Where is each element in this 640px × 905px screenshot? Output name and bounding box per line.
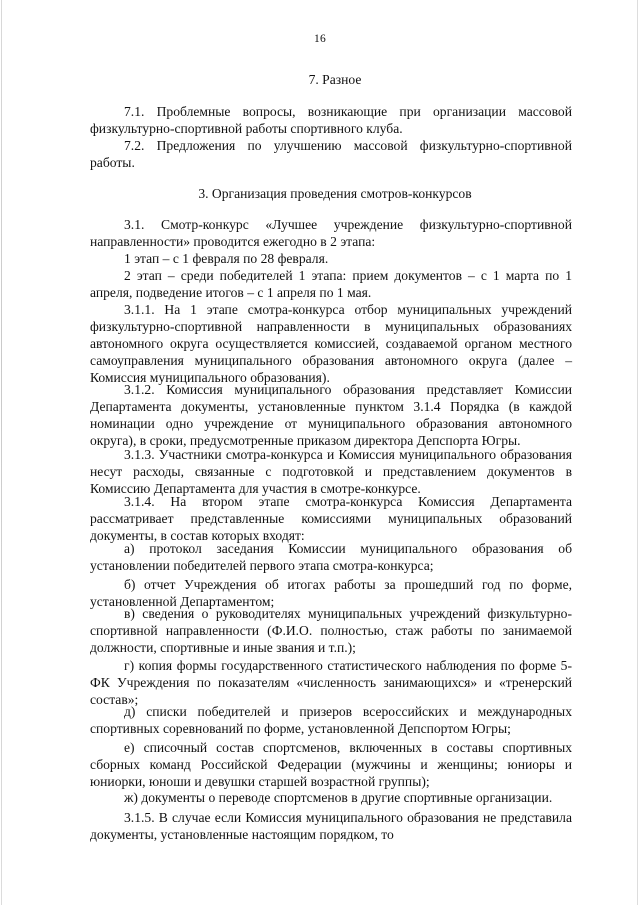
list-item-g: г) копия формы государственного статистического наблюдения по форме 5-ФК Учреждения по показателям «численность занимающихся» и «тренерский состав»;: [90, 658, 572, 707]
scan-edge-right: [637, 0, 638, 905]
list-item-v: в) сведения о руководителях муниципальных учреждений физкультурно-спортивной направленности (Ф.И.О. полностью, стаж работы по занимаемой должности, спортивные и иные звания и т.п.);: [90, 606, 572, 655]
paragraph-stage-1: 1 этап – с 1 февраля по 28 февраля.: [124, 251, 329, 266]
page-number: 16: [313, 33, 327, 45]
paragraph-7-1: 7.1. Проблемные вопросы, возникающие при организации массовой физкультурно-спортивной работы спортивного клуба.: [90, 104, 572, 136]
paragraph-3-1-5: 3.1.5. В случае если Комиссия муниципального образования не представила документы, установленные настоящим порядком, то: [90, 810, 572, 842]
section-7-heading: 7. Разное: [308, 72, 362, 87]
paragraph-stage-2: 2 этап – среди победителей 1 этапа: прием документов – с 1 марта по 1 апреля, подведение итогов – с 1 апреля по 1 мая.: [90, 268, 572, 300]
list-item-b: б) отчет Учреждения об итогах работы за прошедший год по форме, установленной Департаментом;: [90, 577, 572, 609]
paragraph-3-1-3: 3.1.3. Участники смотра-конкурса и Комиссия муниципального образования несут расходы, связанные с подготовкой и представлением документов в Комиссию Департамента для участия в смотре-конкурсе.: [90, 447, 572, 496]
list-item-e: е) списочный состав спортсменов, включенных в составы спортивных сборных команд Российской Федерации (мужчины и женщины; юниоры и юниорки, юноши и девушки старшей возрастной группы);: [90, 740, 572, 789]
paragraph-3-1-4: 3.1.4. На втором этапе смотра-конкурса Комиссия Департамента рассматривает представленные комиссиями муниципальных образований документы, в состав которых входят:: [90, 494, 572, 543]
list-item-a: а) протокол заседания Комиссии муниципального образования об установлении победителей первого этапа смотра-конкурса;: [90, 541, 572, 573]
section-3-heading: 3. Организация проведения смотров-конкурсов: [198, 186, 472, 201]
paragraph-3-1-2: 3.1.2. Комиссия муниципального образования представляет Комиссии Департамента документы, установленные пунктом 3.1.4 Порядка (в каждой номинации одно учреждение от муниципального образования автономного округа), в сроки, предусмотренные приказом директора Депспорта Югры.: [90, 382, 572, 448]
scan-edge-left: [1, 0, 2, 905]
paragraph-3-1-1: 3.1.1. На 1 этапе смотра-конкурса отбор муниципальных учреждений физкультурно-спортивной направленности в муниципальных образованиях автономного округа осуществляется комиссией, создаваемой органом местного самоуправления муниципального образования автономного округа (далее – Комиссия муниципального образования).: [90, 302, 572, 385]
list-item-zh: ж) документы о переводе спортсменов в другие спортивные организации.: [124, 790, 553, 805]
paragraph-7-2: 7.2. Предложения по улучшению массовой физкультурно-спортивной работы.: [90, 138, 572, 170]
paragraph-3-1: 3.1. Смотр-конкурс «Лучшее учреждение физкультурно-спортивной направленности» проводится ежегодно в 2 этапа:: [90, 217, 572, 249]
list-item-d: д) списки победителей и призеров всероссийских и международных спортивных соревнований по форме, установленной Депспортом Югры;: [90, 704, 572, 736]
